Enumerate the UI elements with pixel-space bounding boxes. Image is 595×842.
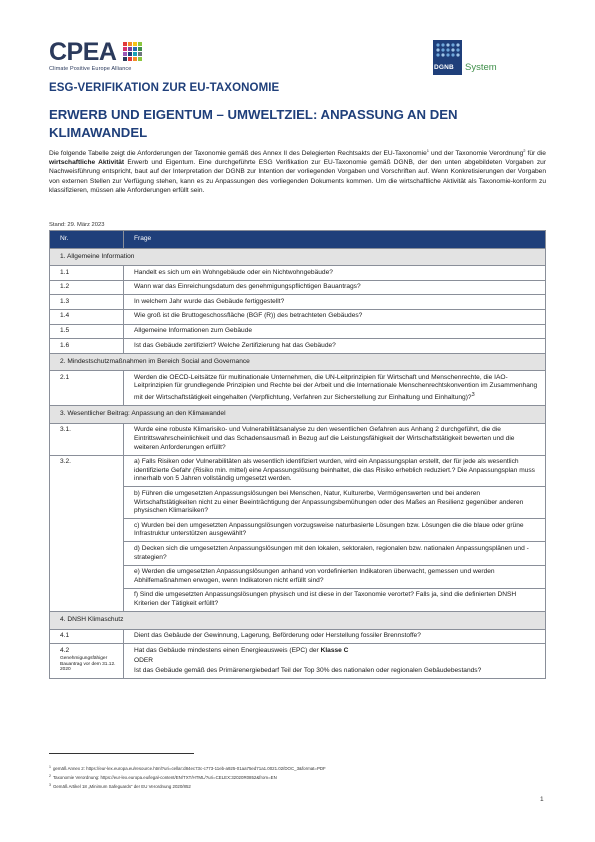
cpea-logo-wordmark: CPEA bbox=[49, 38, 117, 66]
section-title-3: 3. Wesentlicher Beitrag: Anpassung an den Klimawandel bbox=[50, 406, 546, 424]
table-row bbox=[50, 266, 546, 281]
table-row bbox=[50, 629, 546, 644]
footnote-number: 2 bbox=[49, 773, 51, 778]
section-row bbox=[50, 406, 546, 424]
table-row bbox=[50, 339, 546, 354]
row-question-c: c) Wurden bei den umgesetzten Anpassungslösungen vorzugsweise naturbasierte Lösungen bzw. Lösungen die die blaue oder grüne Infrastruktur unterstützen ausgewählt? bbox=[124, 519, 546, 542]
footnote-text[interactable]: Taxonomie Verordnung: https://eur-lex.europa.eu/legal-content/EN/TXT/HTML/?uri=CELEX:32020R0852&from=EN bbox=[52, 775, 277, 780]
intro-text-1: Die folgende Tabelle zeigt die Anforderungen der Taxonomie gemäß des Annex II des Delegierten Rechtsakts der EU-Taxonomie bbox=[49, 150, 427, 157]
row-question-e: e) Werden die umgesetzten Anpassungslösungen anhand von vordefinierten Indikatoren überwacht, gemessen und werden Abhilfemaßnahmen erwogen, wenn Indikatoren nicht erfüllt sind? bbox=[124, 565, 546, 588]
section-title-4: 4. DNSH Klimaschutz bbox=[50, 612, 546, 630]
row-question-text-2: Ist das Gebäude gemäß des Primärenergiebedarf Teil der Top 30% des nationalen oder regionalen Gebäudebestands? bbox=[134, 666, 482, 674]
row-question-text: Werden die OECD-Leitsätze für multinationale Unternehmen, die UN-Leitprinzipien für Wirtschaft und Menschenrechte, die IAO-Leitprinzipien für grundlegende Prinzipien und Rechte bei der Arbeit und die Internationale Menschenrechtskonvention im Zusammenhang mit der Wirtschaftstätigkeit eingehalten (Verpflichtung, Verfahren zur Sicherstellung zur Einhaltung und Einhaltung)? bbox=[134, 373, 538, 402]
section-title-2: 2. Mindestschutzmaßnahmen im Bereich Social and Governance bbox=[50, 353, 546, 371]
footnote-ref-2[interactable]: 2 bbox=[523, 147, 526, 153]
cpea-logo-subtitle: Climate Positive Europe Alliance bbox=[49, 66, 132, 72]
table-header-row bbox=[50, 231, 546, 249]
row-question: In welchem Jahr wurde das Gebäude fertiggestellt? bbox=[124, 295, 546, 310]
table-row bbox=[50, 519, 546, 542]
section-row bbox=[50, 612, 546, 630]
section-title-1: 1. Allgemeine Information bbox=[50, 248, 546, 266]
footnote-text: Gemäß Artikel 18 „Minimum Safeguards“ der EU Verordnung 2020/852 bbox=[52, 784, 191, 789]
stand-date: Stand: 29. März 2023 bbox=[49, 222, 105, 228]
section-row bbox=[50, 248, 546, 266]
table-row bbox=[50, 295, 546, 310]
row-number: 2.1 bbox=[50, 371, 124, 406]
section-row bbox=[50, 353, 546, 371]
row-number bbox=[50, 644, 124, 679]
footnote-number: 1 bbox=[49, 764, 51, 769]
table-row bbox=[50, 455, 546, 487]
intro-text-3: für die bbox=[525, 150, 546, 157]
column-header-nr: Nr. bbox=[50, 231, 124, 249]
row-question: Allgemeine Informationen zum Gebäude bbox=[124, 324, 546, 339]
row-question-d: d) Decken sich die umgesetzten Anpassungslösungen mit den lokalen, sektoralen, regionalen bzw. nationalen Anpassungsplänen und -strategien? bbox=[124, 542, 546, 565]
row-question-text-1: Hat das Gebäude mindestens einen Energieausweis (EPC) der bbox=[134, 646, 321, 654]
table-row bbox=[50, 309, 546, 324]
row-number-text: 4.2 bbox=[60, 646, 70, 654]
row-number: 1.4 bbox=[50, 309, 124, 324]
dgnb-logo-system: System bbox=[465, 62, 497, 73]
row-question: Dient das Gebäude der Gewinnung, Lagerung, Beförderung oder Herstellung fossiler Brennstoffe? bbox=[124, 629, 546, 644]
document-title: ESG-VERIFIKATION ZUR EU-TAXONOMIE bbox=[49, 82, 280, 94]
table-row bbox=[50, 423, 546, 455]
row-question: Wurde eine robuste Klimarisiko- und Vulnerabilitätsanalyse zu den wesentlichen Gefahren aus Anhang 2 durchgeführt, die die Eintrittswahrscheinlichkeit und das Schadensausmaß in Bezug auf die Leistungsfähigkeit der Wirtschaftstätigkeit bewerten und die weiteren Anforderungen erfüllt? bbox=[124, 423, 546, 455]
footnote-number: 3 bbox=[49, 782, 51, 787]
intro-text-4: Erwerb und Eigentum. Eine durchgeführte ESG Verifikation zur EU-Taxonomie gemäß DGNB, der den unten abgebildeten Vorgaben zur Nachweisführung entspricht, baut auf der Interpretation der DGNB zur Intention der vorliegenden Vorgaben und Vorschriften auf. Wenn Konkretisierungen der Vorgaben von externen Stellen zur Verfügung stehen, kann es zu Anpassungen des vorliegenden Dokuments kommen. Um die wirtschaftliche Aktivität als Taxonomie-konform zu klassifizieren, müssen alle Anforderungen erfüllt sein. bbox=[49, 159, 546, 194]
row-number: 4.1 bbox=[50, 629, 124, 644]
row-question: Ist das Gebäude zertifiziert? Welche Zertifizierung hat das Gebäude? bbox=[124, 339, 546, 354]
row-number: 3.1. bbox=[50, 423, 124, 455]
cpea-grid-icon bbox=[123, 42, 143, 62]
intro-bold-term: wirtschaftliche Aktivität bbox=[49, 159, 125, 167]
row-number: 1.6 bbox=[50, 339, 124, 354]
footnote-text[interactable]: gemäß Annex 2: https://eur-lex.europa.eu/resource.html?uri=cellar:d84ec73c-c773-11eb-a925-01aa75ed71a1.0021.02/DOC_3&format=PDF bbox=[52, 766, 326, 771]
dgnb-dots-icon bbox=[433, 40, 462, 62]
row-number: 1.2 bbox=[50, 280, 124, 295]
row-number: 1.3 bbox=[50, 295, 124, 310]
footnote-ref-1[interactable]: 1 bbox=[426, 147, 429, 153]
table-row bbox=[50, 280, 546, 295]
or-separator: ODER bbox=[134, 656, 154, 664]
dgnb-logo-label: DGNB bbox=[434, 64, 454, 71]
energy-class-label: Klasse C bbox=[320, 646, 349, 654]
footnote-divider bbox=[49, 753, 194, 754]
column-header-frage: Frage bbox=[124, 231, 546, 249]
row-question-f: f) Sind die umgesetzten Anpassungslösungen physisch und ist diese in der Taxonomie verortet? Falls ja, sind die definierten DNSH Kriterien der Tätigkeit erfüllt? bbox=[124, 588, 546, 611]
row-number: 3.2. bbox=[50, 455, 124, 611]
page-number: 1 bbox=[540, 796, 544, 803]
table-row bbox=[50, 371, 546, 406]
row-question: Handelt es sich um ein Wohngebäude oder ein Nichtwohngebäude? bbox=[124, 266, 546, 281]
row-number: 1.5 bbox=[50, 324, 124, 339]
row-number-note: Genehmigungsfähiger Bauantrag vor dem 31.12. 2020 bbox=[60, 656, 116, 673]
row-question: Wie groß ist die Bruttogeschossfläche (BGF (R)) des betrachteten Gebäudes? bbox=[124, 309, 546, 324]
footnote-item bbox=[49, 782, 549, 791]
row-question bbox=[124, 371, 546, 406]
document-subtitle: ERWERB UND EIGENTUM – UMWELTZIEL: ANPASSUNG AN DEN KLIMAWANDEL bbox=[49, 107, 458, 140]
table-row bbox=[50, 588, 546, 611]
row-question-b: b) Führen die umgesetzten Anpassungslösungen bei Menschen, Natur, Kulturerbe, Vermögenswerten und bei anderen Wirtschaftstätigkeiten nicht zu einer Beeinträchtigung der Anpassungsbemühungen oder des Maßes an Resilienz gegenüber anderen physischen Klimarisiken? bbox=[124, 487, 546, 519]
table-row bbox=[50, 487, 546, 519]
row-number: 1.1 bbox=[50, 266, 124, 281]
table-row bbox=[50, 565, 546, 588]
requirements-table bbox=[49, 230, 546, 679]
table-row bbox=[50, 324, 546, 339]
footnotes bbox=[49, 764, 549, 791]
table-row bbox=[50, 542, 546, 565]
row-question-a: a) Falls Risiken oder Vulnerabilitäten als wesentlich identifiziert wurden, wird ein Anpassungsplan erstellt, der für jede als wesentlich identifizierte Gefahr (Risiko min. mittel) eine Anpassungslösung beinhaltet, die das Risiko erheblich reduziert.? Die Anpassungsplan muss innerhalb von 5 Jahren vollständig umgesetzt werden. bbox=[124, 455, 546, 487]
footnote-item bbox=[49, 764, 549, 773]
row-question bbox=[124, 644, 546, 679]
footnote-item bbox=[49, 773, 549, 782]
intro-text-2: und der Taxonomie Verordnung bbox=[428, 150, 524, 157]
table-row bbox=[50, 644, 546, 679]
dgnb-logo bbox=[433, 40, 503, 78]
cpea-logo bbox=[49, 40, 143, 72]
intro-paragraph bbox=[49, 149, 546, 195]
footnote-ref-3[interactable]: 3 bbox=[471, 392, 475, 399]
row-question: Wann war das Einreichungsdatum des genehmigungspflichtigen Bauantrags? bbox=[124, 280, 546, 295]
